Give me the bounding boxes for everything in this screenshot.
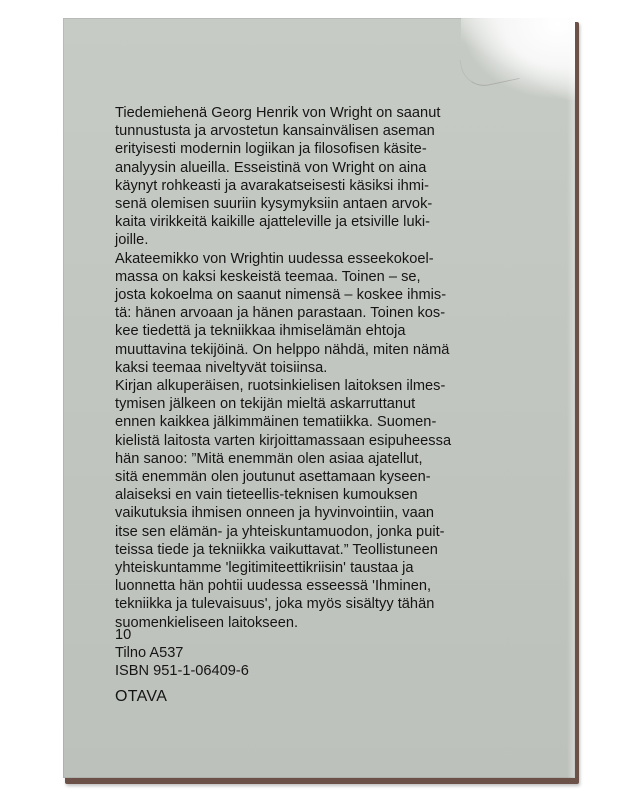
blurb-line: tymisen jälkeen on tekijän mieltä askarruttanut [115,396,416,413]
blurb-line: luonnetta hän pohtii uudessa esseessä 'Ihminen, [115,578,432,595]
blurb-line: ennen kaikkea jälkimmäinen tematiikka. Suomen- [115,414,437,431]
blurb-line: hän sanoo: ”Mitä enemmän olen asiaa ajatellut, [115,450,423,467]
blurb-line: vaikutuksia ihmisen onneen ja hyvinvointiin, vaan [115,505,434,522]
blurb-line: tekniikka ja tulevaisuus', joka myös sisältyy tähän [115,596,435,613]
blurb-line: suomenkieliseen laitokseen. [115,614,299,631]
dust-jacket-back [63,18,575,778]
catalog-info [115,626,335,681]
blurb-line: senä olemisen suuriin kysymyksiin antaen arvok- [115,196,433,213]
blurb-line: sitä enemmän olen joutunut asettamaan kyseen- [115,469,431,486]
blurb-line: tunnustusta ja arvostetun kansainvälisen aseman [115,123,435,140]
catalog-number: 10 [115,627,132,643]
blurb-line: kaita virikkeitä kaikille ajatteleville ja etsiville luki- [115,214,431,231]
blurb-line: alaiseksi en vain tieteellis-teknisen kumouksen [115,487,418,504]
blurb-line: analyysin alueilla. Esseistinä von Wright on aina [115,159,427,176]
blurb-text [115,104,525,632]
blurb-line: tä: hänen arvoaan ja hänen parastaan. Toinen kos- [115,305,446,322]
blurb-line: yhteiskuntamme 'legitimiteettikriisin' taustaa ja [115,560,414,577]
publisher-name: OTAVA [115,688,168,705]
blurb-line: kielistä laitosta varten kirjoittamassaan esipuheessa [115,432,452,449]
blurb-line: Tiedemiehenä Georg Henrik von Wright on saanut [115,105,441,121]
blurb-line: erityisesti modernin logiikan ja filosofisen käsite- [115,141,427,158]
tilno-code: Tilno A537 [115,645,184,662]
jacket-edge [567,18,575,778]
isbn: ISBN 951-1-06409-6 [115,663,249,680]
blurb-line: käynyt rohkeasti ja avarakatseisesti käsiksi ihmi- [115,177,430,194]
blurb-line: muuttavina tekijöinä. On helppo nähdä, miten nämä [115,341,450,358]
jacket-tear [459,49,519,91]
blurb-line: massa on kaksi keskeistä teemaa. Toinen – se, [115,268,421,285]
blurb-line: Akateemikko von Wrightin uudessa esseekokoel- [115,250,434,267]
blurb-line: itse sen elämän- ja yhteiskuntamuodon, jonka puit- [115,523,445,540]
blurb-line: joille. [115,232,149,249]
blurb-line: josta kokoelma on saanut nimensä – koskee ihmis- [115,287,447,304]
blurb-line: kaksi teemaa niveltyvät toisiinsa. [115,359,328,376]
blurb-line: Kirjan alkuperäisen, ruotsinkielisen laitoksen ilmes- [115,378,446,395]
blurb-line: kee tiedettä ja tekniikkaa ihmiselämän ehtoja [115,323,406,340]
blurb-line: teissa tiede ja tekniikka vaikuttavat.” Teollistuneen [115,541,438,558]
